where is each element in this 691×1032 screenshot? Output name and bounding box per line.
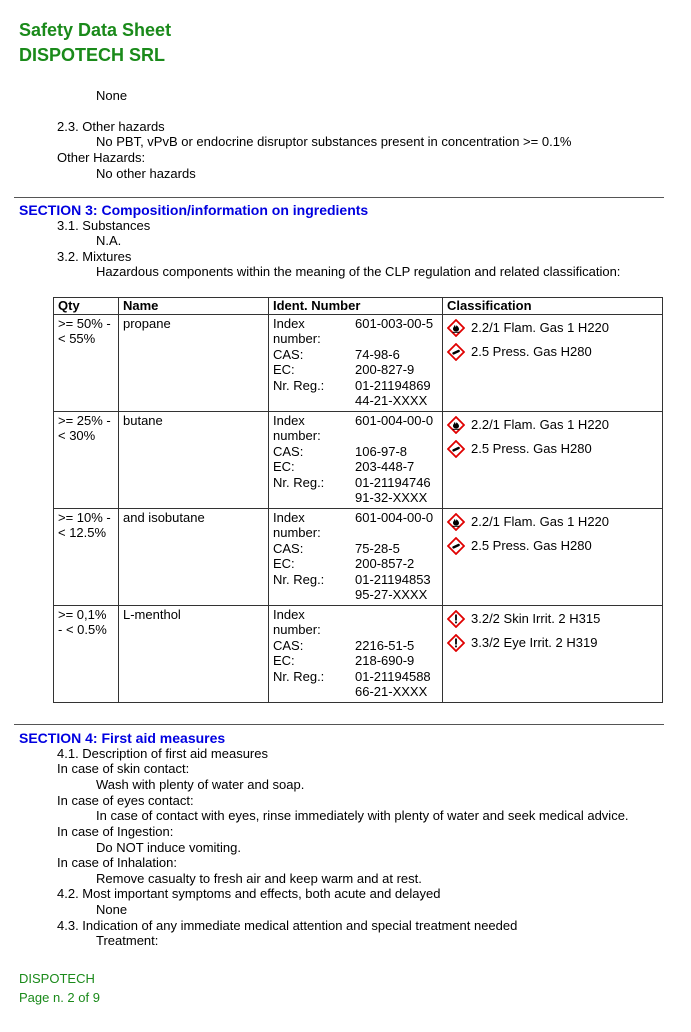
footer-company: DISPOTECH	[19, 971, 95, 986]
ident-label: EC:	[273, 556, 295, 571]
qty-cell: >= 0,1% - < 0.5%	[54, 605, 119, 702]
qty-cell: >= 50% - < 55%	[54, 314, 119, 411]
pbt-text: No PBT, vPvB or endocrine disruptor substances present in concentration >= 0.1%	[96, 134, 572, 149]
ident-value: 106-97-8	[355, 443, 408, 459]
ident-label: EC:	[273, 459, 295, 474]
ident-value	[355, 607, 438, 638]
first-aid-line: Treatment:	[96, 933, 159, 948]
classification-item	[447, 416, 658, 434]
classification-item	[447, 440, 658, 458]
first-aid-line: In case of Ingestion:	[57, 824, 174, 839]
table-row	[54, 411, 663, 508]
col-classification: Classification	[443, 298, 663, 315]
first-aid-line: In case of eyes contact:	[57, 793, 194, 808]
col-name: Name	[119, 298, 269, 315]
ident-label: Nr. Reg.:	[273, 668, 325, 684]
ident-label: CAS:	[273, 540, 304, 556]
table-row	[54, 508, 663, 605]
name-cell: butane	[119, 411, 269, 508]
document-title: Safety Data Sheet	[19, 20, 172, 40]
classification-text: 2.2/1 Flam. Gas 1 H220	[471, 513, 610, 529]
ident-label: Index number:	[273, 606, 321, 637]
ingredients-table	[53, 297, 663, 703]
flame-icon	[447, 319, 465, 337]
other-hazards-heading: 2.3. Other hazards	[57, 119, 165, 134]
qty-cell: >= 25% - < 30%	[54, 411, 119, 508]
col-qty: Qty	[54, 298, 119, 315]
classification-item	[447, 513, 658, 531]
other-hazards-label: Other Hazards:	[57, 150, 146, 165]
ident-value: 74-98-6	[355, 346, 400, 362]
ident-cell	[269, 314, 443, 411]
classification-text: 2.5 Press. Gas H280	[471, 537, 592, 553]
substances-value: N.A.	[96, 233, 122, 248]
mixtures-heading: 3.2. Mixtures	[57, 249, 132, 264]
ident-label: CAS:	[273, 637, 304, 653]
gas-cylinder-icon	[447, 537, 465, 555]
classification-cell	[443, 605, 663, 702]
first-aid-line: 4.3. Indication of any immediate medical attention and special treatment needed	[57, 918, 518, 933]
exclamation-icon	[447, 610, 465, 628]
ident-value: 200-857-2	[355, 556, 415, 571]
ident-value: 601-003-00-5	[355, 315, 434, 331]
ident-value: 218-690-9	[355, 653, 415, 668]
no-other-hazards: No other hazards	[96, 166, 196, 181]
col-ident: Ident. Number	[269, 298, 443, 315]
first-aid-line: In case of Inhalation:	[57, 855, 177, 870]
ident-cell	[269, 508, 443, 605]
ident-label: EC:	[273, 653, 295, 668]
name-cell: L-menthol	[119, 605, 269, 702]
ident-value: 01-21194746 91-32-XXXX	[355, 474, 431, 505]
ident-value: 2216-51-5	[355, 637, 415, 653]
ident-cell	[269, 605, 443, 702]
classification-item	[447, 634, 658, 652]
ident-value: 75-28-5	[355, 540, 400, 556]
classification-cell	[443, 411, 663, 508]
flame-icon	[447, 513, 465, 531]
ident-label: Nr. Reg.:	[273, 571, 325, 587]
ident-label: CAS:	[273, 346, 304, 362]
company-name: DISPOTECH SRL	[19, 45, 166, 65]
gas-cylinder-icon	[447, 343, 465, 361]
name-cell: and isobutane	[119, 508, 269, 605]
ident-label: Nr. Reg.:	[273, 377, 325, 393]
ident-value: 01-21194853 95-27-XXXX	[355, 571, 431, 602]
classification-text: 3.2/2 Skin Irrit. 2 H315	[471, 610, 601, 626]
mixtures-intro: Hazardous components within the meaning of the CLP regulation and related classification:	[96, 264, 621, 279]
exclamation-icon	[447, 634, 465, 652]
section3-title: SECTION 3: Composition/information on ingredients	[19, 202, 369, 218]
classification-item	[447, 343, 658, 361]
ident-value: 601-004-00-0	[355, 412, 434, 428]
table-row	[54, 314, 663, 411]
none-text: None	[96, 88, 128, 103]
qty-cell: >= 10% - < 12.5%	[54, 508, 119, 605]
ident-label: Index number:	[273, 412, 321, 443]
page-number: Page n. 2 of 9	[19, 990, 100, 1005]
divider	[14, 197, 664, 198]
classification-cell	[443, 314, 663, 411]
ident-label: Index number:	[273, 315, 321, 346]
first-aid-line: In case of skin contact:	[57, 761, 190, 776]
first-aid-line: Wash with plenty of water and soap.	[96, 777, 305, 792]
classification-item	[447, 319, 658, 337]
classification-text: 2.2/1 Flam. Gas 1 H220	[471, 416, 610, 432]
classification-item	[447, 537, 658, 555]
ident-value: 01-21194588 66-21-XXXX	[355, 668, 431, 699]
classification-text: 2.5 Press. Gas H280	[471, 343, 592, 359]
classification-text: 3.3/2 Eye Irrit. 2 H319	[471, 634, 598, 650]
name-cell: propane	[119, 314, 269, 411]
first-aid-line: None	[96, 902, 128, 917]
section4-title: SECTION 4: First aid measures	[19, 730, 226, 746]
ident-label: CAS:	[273, 443, 304, 459]
ident-value: 203-448-7	[355, 459, 415, 474]
ident-value: 200-827-9	[355, 362, 415, 377]
first-aid-line: Remove casualty to fresh air and keep warm and at rest.	[96, 871, 422, 886]
ident-cell	[269, 411, 443, 508]
ident-label: Index number:	[273, 509, 321, 540]
substances-heading: 3.1. Substances	[57, 218, 151, 233]
ident-value: 601-004-00-0	[355, 509, 434, 525]
ident-value: 01-21194869 44-21-XXXX	[355, 377, 431, 408]
first-aid-line: 4.1. Description of first aid measures	[57, 746, 268, 761]
ident-label: Nr. Reg.:	[273, 474, 325, 490]
classification-cell	[443, 508, 663, 605]
table-row	[54, 605, 663, 702]
flame-icon	[447, 416, 465, 434]
first-aid-line: 4.2. Most important symptoms and effects, both acute and delayed	[57, 886, 441, 901]
classification-item	[447, 610, 658, 628]
divider	[14, 724, 664, 725]
gas-cylinder-icon	[447, 440, 465, 458]
classification-text: 2.2/1 Flam. Gas 1 H220	[471, 319, 610, 335]
ident-label: EC:	[273, 362, 295, 377]
classification-text: 2.5 Press. Gas H280	[471, 440, 592, 456]
first-aid-line: In case of contact with eyes, rinse immediately with plenty of water and seek medical advice.	[96, 808, 629, 823]
first-aid-line: Do NOT induce vomiting.	[96, 840, 241, 855]
